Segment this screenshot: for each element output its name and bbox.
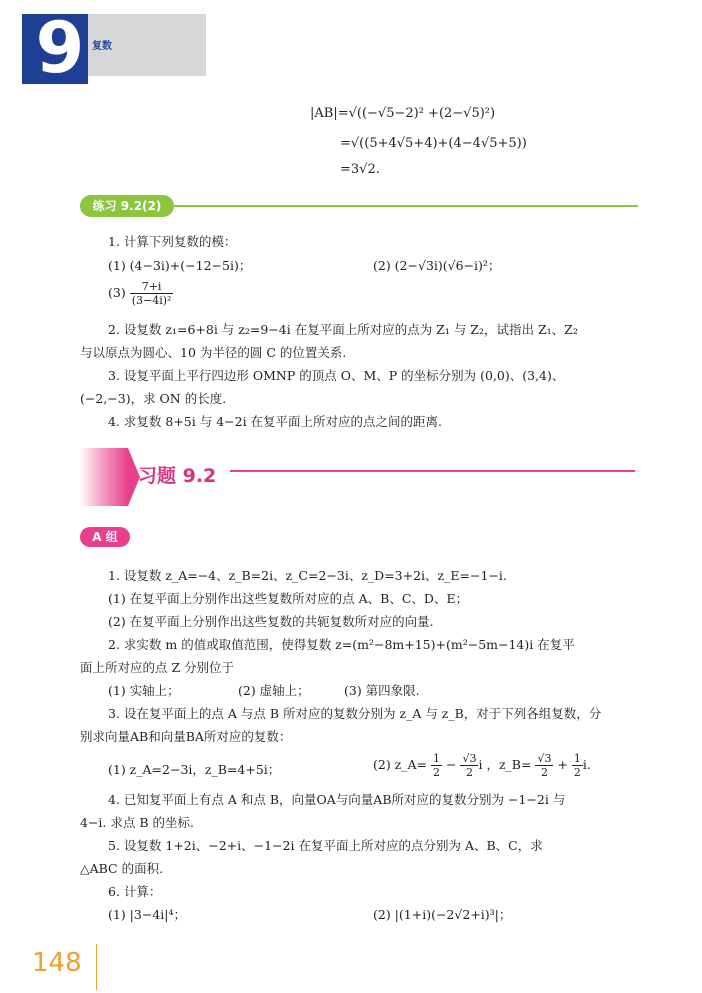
exercise-1: 1. 设复数 z_A=−4、z_B=2i、z_C=2−3i、z_D=3+2i、z_E=−1−i. bbox=[108, 568, 507, 583]
practice-q1-3 bbox=[108, 280, 173, 307]
practice-q1-stem: 1. 计算下列复数的模： bbox=[108, 234, 237, 249]
exercise-4-line-2: 4−i. 求点 B 的坐标. bbox=[80, 815, 194, 830]
fraction-numerator: 1 bbox=[433, 752, 441, 765]
minus-sign: − bbox=[446, 757, 457, 772]
page-number-divider bbox=[96, 944, 97, 990]
fraction-numerator: √3 bbox=[462, 752, 477, 765]
practice-q1-1: (1) (4−3i)+(−12−5i)； bbox=[108, 258, 252, 273]
practice-title: 练习 9.2(2) bbox=[80, 195, 174, 217]
exercise-2-1: (1) 实轴上； bbox=[108, 683, 180, 698]
exercise-banner-block bbox=[80, 448, 128, 506]
exercise-6-1: (1) |3−4i|⁴； bbox=[108, 907, 186, 922]
exercise-3-line-2: 别求向量AB和向量BA所对应的复数： bbox=[80, 729, 292, 744]
exercise-2-line-2: 面上所对应的点 Z 分别位于 bbox=[80, 660, 235, 675]
exercise-5-line-1: 5. 设复数 1+2i、−2+i、−1−2i 在复平面上所对应的点分别为 A、B、C，求 bbox=[108, 838, 543, 853]
exercise-6: 6. 计算： bbox=[108, 884, 162, 899]
fraction-numerator: √3 bbox=[537, 752, 552, 765]
fraction-sqrt3-half bbox=[460, 752, 478, 779]
exercise-3-2 bbox=[373, 752, 591, 779]
fraction-denominator: 2 bbox=[433, 766, 441, 779]
fraction-denominator: 2 bbox=[540, 766, 548, 779]
practice-q1-2: (2) (2−√3i)(√6−i)²； bbox=[373, 258, 501, 273]
exercise-1-2: (2) 在复平面上分别作出这些复数的共轭复数所对应的向量. bbox=[108, 614, 434, 629]
fraction-sqrt3-half bbox=[535, 752, 553, 779]
exercise-3-2-label: (2) z_A= bbox=[373, 757, 428, 772]
exercise-3-line-1: 3. 设在复平面上的点 A 与点 B 所对应的复数分别为 z_A 与 z_B，对于下列各组复数，分 bbox=[108, 706, 602, 721]
imaginary-unit: i bbox=[478, 757, 483, 772]
exercise-6-2: (2) |(1+i)(−2√2+i)³|； bbox=[373, 907, 512, 922]
exercise-3-2-end: i. bbox=[582, 757, 591, 772]
practice-q3-line-1: 3. 设复平面上平行四边形 OMNP 的顶点 O、M、P 的坐标分别为 (0,0)、(3,4)、 bbox=[108, 368, 565, 383]
fraction-half bbox=[431, 752, 442, 779]
exercise-3-1: (1) z_A=2−3i，z_B=4+5i； bbox=[108, 762, 281, 777]
fraction-denominator: (3−4i)² bbox=[131, 294, 172, 307]
page-number: 148 bbox=[32, 948, 82, 978]
fraction-denominator: 2 bbox=[573, 766, 581, 779]
exercise-divider bbox=[230, 470, 635, 472]
calc-line-2: =√((5+4√5+4)+(4−4√5+5)) bbox=[340, 136, 527, 151]
exercise-1-1: (1) 在复平面上分别作出这些复数所对应的点 A、B、C、D、E； bbox=[108, 591, 469, 606]
fraction-denominator: 2 bbox=[465, 766, 473, 779]
practice-q2-line-1: 2. 设复数 z₁=6+8i 与 z₂=9−4i 在复平面上所对应的点为 Z₁ 与 Z₂，试指出 Z₁、Z₂ bbox=[108, 322, 578, 337]
fraction-half bbox=[572, 752, 583, 779]
practice-q2-line-2: 与以原点为圆心、10 为半径的圆 C 的位置关系. bbox=[80, 345, 347, 360]
fraction-numerator: 1 bbox=[573, 752, 581, 765]
calc-line-1: |AB|=√((−√5−2)² +(2−√5)²) bbox=[310, 106, 496, 121]
exercise-title: 习题 9.2 bbox=[138, 465, 217, 487]
fraction-numerator: 7+i bbox=[130, 280, 174, 294]
practice-q4: 4. 求复数 8+5i 与 4−2i 在复平面上所对应的点之间的距离. bbox=[108, 414, 443, 429]
practice-divider bbox=[172, 205, 638, 207]
calc-line-3: =3√2. bbox=[340, 162, 380, 177]
exercise-5-line-2: △ABC 的面积. bbox=[80, 861, 164, 876]
exercise-2-line-1: 2. 求实数 m 的值或取值范围，使得复数 z=(m²−8m+15)+(m²−5m−14)i 在复平 bbox=[108, 637, 575, 652]
chapter-number: 9 bbox=[35, 7, 85, 89]
practice-q1-3-label: (3) bbox=[108, 285, 126, 300]
separator: ，z_B= bbox=[486, 757, 532, 772]
plus-sign: + bbox=[557, 757, 568, 772]
practice-q1-3-fraction bbox=[130, 280, 174, 307]
group-a-badge: A 组 bbox=[80, 527, 130, 547]
exercise-4-line-1: 4. 已知复平面上有点 A 和点 B，向量OA与向量AB所对应的复数分别为 −1−2i 与 bbox=[108, 792, 566, 807]
exercise-2-2: (2) 虚轴上； bbox=[238, 683, 310, 698]
exercise-2-3: (3) 第四象限. bbox=[344, 683, 420, 698]
chapter-title: 复数 bbox=[92, 41, 112, 52]
practice-q3-line-2: (−2,−3)，求 ON 的长度. bbox=[80, 391, 227, 406]
